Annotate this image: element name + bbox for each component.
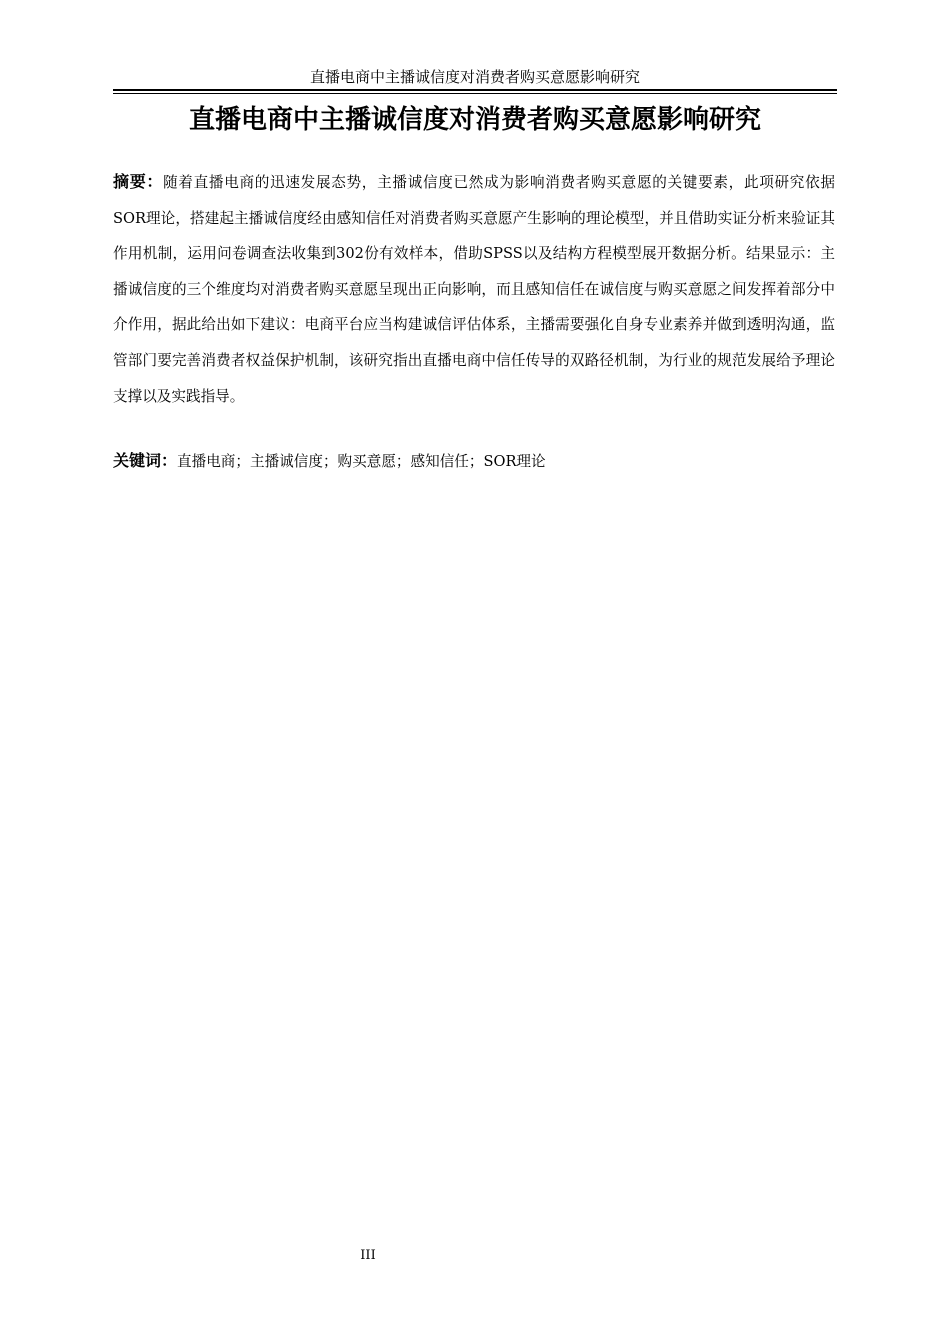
header-rule-thin <box>113 93 837 94</box>
keywords-paragraph <box>113 443 835 479</box>
keywords-label: 关键词： <box>113 451 178 470</box>
header-rule-thick <box>113 89 837 91</box>
running-header: 直播电商中主播诚信度对消费者购买意愿影响研究 <box>309 68 640 86</box>
page-number: III <box>360 1248 376 1263</box>
abstract-paragraph <box>113 164 835 414</box>
abstract-label: 摘要： <box>113 172 164 191</box>
document-title: 直播电商中主播诚信度对消费者购买意愿影响研究 <box>188 105 761 135</box>
abstract-text: 随着直播电商的迅速发展态势，主播诚信度已然成为影响消费者购买意愿的关键要素，此项研究依据SOR理论，搭建起主播诚信度经由感知信任对消费者购买意愿产生影响的理论模型，并且借助实证分析来验证其作用机制，运用问卷调查法收集到302份有效样本，借助SPSS以及结构方程模型展开数据分析。结果显示：主播诚信度的三个维度均对消费者购买意愿呈现出正向影响，而且感知信任在诚信度与购买意愿之间发挥着部分中介作用，据此给出如下建议：电商平台应当构建诚信评估体系，主播需要强化自身专业素养并做到透明沟通，监管部门要完善消费者权益保护机制，该研究指出直播电商中信任传导的双路径机制，为行业的规范发展给予理论支撑以及实践指导。 <box>113 174 835 405</box>
keywords-text: 直播电商；主播诚信度；购买意愿；感知信任；SOR理论 <box>177 453 546 470</box>
